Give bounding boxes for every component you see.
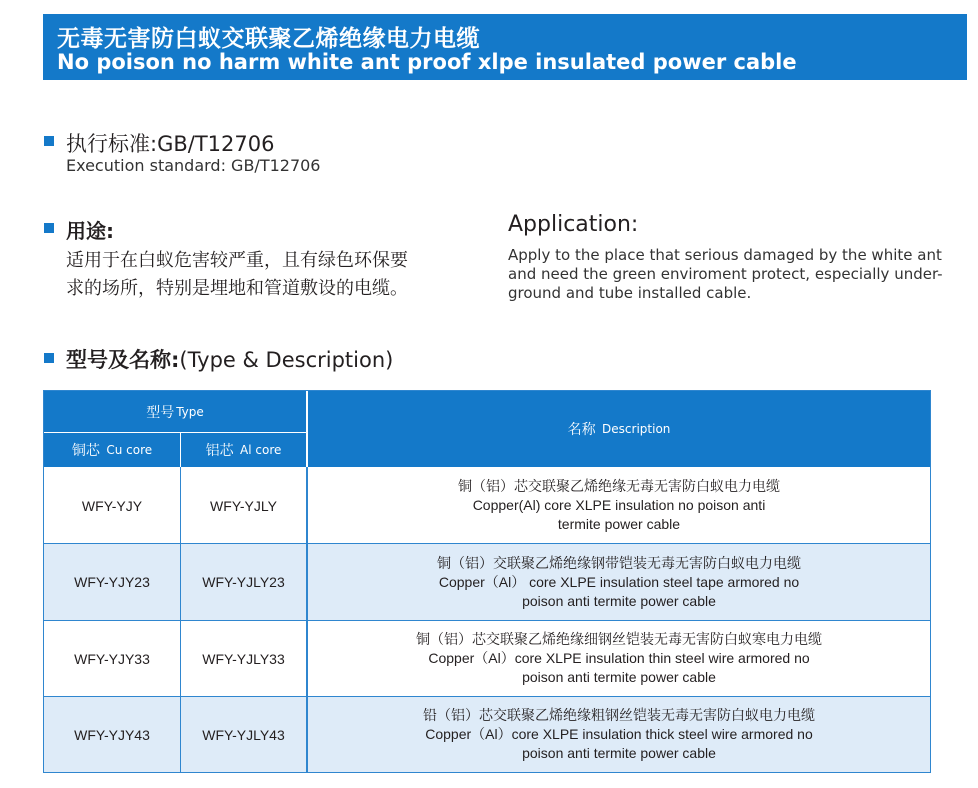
usage-line-cn: 求的场所，特别是埋地和管道敷设的电缆。 bbox=[66, 278, 408, 299]
row-divider bbox=[44, 620, 930, 621]
standard-cn: 执行标准:GB/T12706 bbox=[66, 132, 275, 156]
desc-line-en: Copper（Al）core XLPE insulation thick steel wire armored no bbox=[425, 726, 813, 742]
bullet-square-icon bbox=[44, 223, 54, 233]
desc-line-en: Copper（Al） core XLPE insulation steel tape armored no bbox=[438, 573, 800, 590]
cell-cu-model: WFY-YJY33 bbox=[74, 650, 150, 667]
cell-description bbox=[308, 697, 930, 772]
type-section-title-cn: 型号及名称: bbox=[66, 348, 180, 372]
cell-al-model: WFY-YJLY33 bbox=[202, 650, 285, 667]
cell-cu-model: WFY-YJY43 bbox=[44, 697, 180, 772]
desc-line-cn: 铅（铝）芯交联聚乙烯绝缘粗钢丝铠装无毒无害防白蚁电力电缆 bbox=[423, 707, 815, 723]
header-cu-cn: 铜芯 bbox=[71, 443, 100, 459]
header-divider bbox=[306, 391, 308, 467]
desc-line-en: poison anti termite power cable bbox=[522, 745, 716, 761]
desc-line-cn: 铜（铝）交联聚乙烯绝缘钢带铠装无毒无害防白蚁电力电缆 bbox=[437, 554, 801, 571]
header-type-en: Type bbox=[176, 404, 204, 419]
cell-cu-model: WFY-YJY23 bbox=[44, 544, 180, 620]
header-type bbox=[44, 391, 306, 432]
row-divider bbox=[44, 696, 930, 697]
desc-line-en: poison anti termite power cable bbox=[522, 669, 716, 685]
cell-cu-model: WFY-YJY bbox=[81, 497, 143, 514]
cell-description bbox=[308, 468, 930, 543]
type-table bbox=[43, 390, 931, 773]
desc-line-en: termite power cable bbox=[557, 516, 681, 532]
cell-al-model: WFY-YJLY43 bbox=[181, 697, 306, 772]
header-desc-en: Description bbox=[602, 422, 671, 436]
header-al-en: Al core bbox=[240, 443, 282, 457]
title-en: No poison no harm white ant proof xlpe insulated power cable bbox=[57, 50, 797, 74]
header-desc-cn: 名称 bbox=[567, 422, 596, 438]
application-line-en: ground and tube installed cable. bbox=[508, 284, 752, 302]
header-al-cn: 铝芯 bbox=[205, 443, 234, 459]
header-cu-en: Cu core bbox=[106, 443, 153, 457]
bullet-square-icon bbox=[44, 353, 54, 363]
cell-description bbox=[308, 544, 930, 620]
type-section-title-en: (Type & Description) bbox=[179, 348, 394, 372]
standard-en: Execution standard: GB/T12706 bbox=[66, 156, 321, 175]
desc-line-en: Copper(Al) core XLPE insulation no poison anti bbox=[472, 497, 766, 513]
application-title-en: Application: bbox=[508, 212, 639, 237]
bullet-square-icon bbox=[44, 136, 54, 146]
title-cn: 无毒无害防白蚁交联聚乙烯绝缘电力电缆 bbox=[57, 26, 480, 52]
usage-line-cn: 适用于在白蚁危害较严重，且有绿色环保要 bbox=[66, 250, 408, 271]
header-divider bbox=[180, 433, 181, 467]
title-banner bbox=[43, 14, 967, 80]
header-divider bbox=[44, 432, 306, 433]
desc-line-en: Copper（Al）core XLPE insulation thin steel wire armored no bbox=[428, 650, 810, 666]
header-description bbox=[308, 391, 930, 467]
cell-al-model: WFY-YJLY23 bbox=[181, 544, 306, 620]
usage-title-cn: 用途: bbox=[66, 219, 114, 243]
header-type-cn: 型号 bbox=[146, 404, 175, 421]
application-line-en: Apply to the place that serious damaged by the white ant bbox=[508, 246, 942, 264]
application-line-en: and need the green enviroment protect, especially under- bbox=[508, 265, 943, 283]
header-cu-core bbox=[44, 433, 180, 467]
header-al-core bbox=[181, 433, 306, 467]
cell-al-model: WFY-YJLY bbox=[210, 497, 277, 514]
cell-description bbox=[308, 621, 930, 696]
desc-line-cn: 铜（铝）芯交联聚乙烯绝缘无毒无害防白蚁电力电缆 bbox=[458, 478, 780, 494]
desc-line-cn: 铜（铝）芯交联聚乙烯绝缘细钢丝铠装无毒无害防白蚁寒电力电缆 bbox=[416, 631, 822, 647]
desc-line-en: poison anti termite power cable bbox=[522, 592, 716, 609]
type-section-title bbox=[66, 344, 393, 374]
row-divider bbox=[44, 543, 930, 544]
